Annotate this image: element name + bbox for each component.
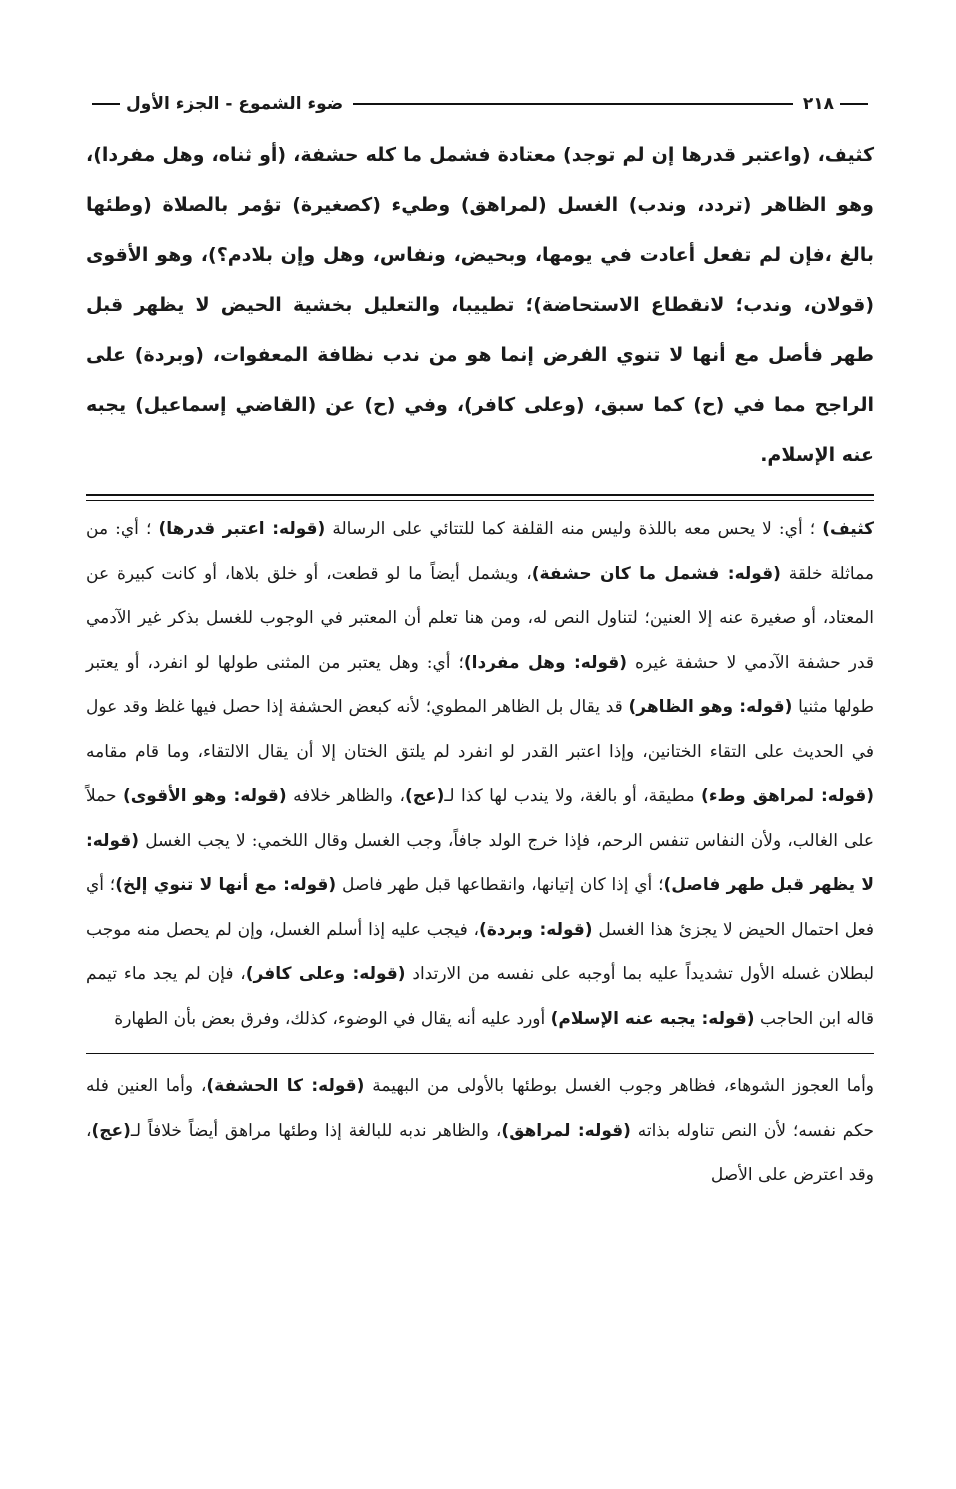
commentary-lemma: (قوله: وهل مفردا) [463, 652, 628, 673]
commentary-lemma: (قوله: اعتبر قدرها) [158, 519, 326, 539]
commentary-text: مطيقة، أو بالغة، ولا يندب لها كذا لـ [444, 786, 695, 806]
footnote-lemma: (قوله: لمراهق) [501, 1120, 631, 1141]
footnote-paragraph [86, 1064, 874, 1198]
footnote-text: ، وقد اعترض على الأصل [86, 1120, 874, 1185]
commentary-text: أورد عليه أنه يقال في الوضوء، كذلك، وفرق بعض بأن الطهارة [114, 1008, 546, 1029]
footnote-citation: (عج) [91, 1120, 131, 1141]
commentary-citation: (عج) [404, 786, 445, 806]
commentary-text: ، فيجب عليه إذا أسلم الغسل، وإن لم يحصل منه موجب لبطلان غسله الأول تشديداً عليه بما أوجبه على نفسه من الارتداد [86, 919, 875, 984]
footnote-text: ، والظاهر ندبه للبالغة إذا وطئها مراهق أيضاً خلافاً لـ [130, 1120, 502, 1141]
header-dash-left [92, 103, 120, 105]
commentary-text: قد يقال بل الظاهر المطوي؛ لأنه كبعض الحشفة إذا حصل فيها غلظ وقد عول في الحديث على التقاء الختانين، وإذا اعتبر القدر لو انفرد لم يلتق الختان إلا أن يقال الالتقاء، وما قام مقامه [86, 697, 874, 762]
main-text [86, 130, 874, 480]
commentary-text: ؛ أي: لا يحس معه باللذة وليس منه القلفة كما للتتائي على الرسالة [332, 519, 816, 539]
commentary-lemma: (قوله: وهو الظاهر) [628, 697, 793, 717]
commentary-text: ؛ أي إذا كان إتيانها، وانقطاعها قبل طهر فاصل [341, 875, 664, 895]
page [86, 86, 874, 1198]
commentary-lemma: (قوله: وهو الأقوى) [122, 786, 287, 806]
footnote-lemma: (قوله: كا الحشفة) [206, 1076, 365, 1096]
commentary-lemma: كثيف) [822, 519, 875, 539]
header-dash-right [840, 103, 868, 105]
running-title: ضوء الشموع - الجزء الأول [126, 94, 344, 114]
running-head [86, 86, 874, 122]
commentary-paragraph [86, 507, 874, 1041]
commentary-lemma: (قوله: وبردة) [479, 919, 593, 940]
commentary-lemma: (قوله: لمراهق وطء) [701, 786, 875, 806]
commentary-text: ؛ أي: من مماثلة خلقة [86, 519, 875, 584]
commentary-lemma: (قوله: يجبه عنه الإسلام) [550, 1008, 755, 1029]
commentary-text: ، ويشمل أيضاً ما لو قطعت، أو خلق بلاها، أو كانت كبيرة عن المعتاد، أو صغيرة عنه إلا العنين؛ لتناول النص له، ومن هنا تعلم أن المعتبر في الوجوب للغسل بذكر غير الآدمي قدر حشفة الآدمي لا حشفة غيره [86, 563, 874, 673]
footnote-divider [86, 1053, 874, 1054]
commentary-lemma: (قوله: مع أنها لا تنوي إلخ) [115, 875, 337, 895]
commentary-text: ، فإن لم يجد ماء تيمم قاله ابن الحاجب [86, 964, 874, 1029]
main-paragraph: كثيف، (واعتبر قدرها إن لم توجد) معتادة فشمل ما كله حشفة، (أو ثناه، وهل مفردا)، وهو الظاهر (تردد، وندب) الغسل (لمراهق) وطيء (كصغيرة) تؤمر بالصلاة (وطئها بالغ ،فإن لم تفعل أعادت في يومها، وبحيض، ونفاس، وهل وإن بلادم؟)، وهو الأقوى (قولان، وندب؛ لانقطاع الاستحاضة)؛ تطييبا، والتعليل بخشية الحيض لا يظهر قبل طهر فأصل مع أنها لا تنوي الفرض إنما هو من ندب نظافة المعفوات، (وبردة) على الراجح مما في (ح) كما سبق، (وعلى كافر)، وفي (ح) عن (القاضي إسماعيل) يجبه عنه الإسلام. [86, 144, 874, 466]
commentary-lemma: (قوله: لا يظهر قبل طهر فاصل) [86, 830, 875, 895]
page-number: ٢١٨ [802, 94, 834, 114]
commentary-text: ؛ أي فعل احتمال الحيض لا يجزئ هذا الغسل [86, 875, 874, 940]
footnote-text: وأما العجوز الشوهاء، فظاهر وجوب الغسل بوطئها بالأولى من البهيمة [372, 1076, 875, 1096]
commentary-lemma: (قوله: فشمل ما كان حشفة) [531, 563, 781, 584]
commentary [86, 507, 874, 1041]
commentary-text: ؛ أي: وهل يعتبر من المثنى طولها لو انفرد، أو يعتبر طولها مثنيا [86, 652, 875, 717]
footnote-text: ، وأما العنين فله حكم نفسه؛ لأن النص تناوله بذاته [86, 1076, 874, 1141]
commentary-lemma: (قوله: وعلى كافر) [245, 964, 406, 984]
footnote [86, 1064, 874, 1198]
commentary-text: حملاً على الغالب، ولأن النفاس تنفس الرحم، فإذا خرج الولد جافاً، وجب الغسل وقال اللخمي: لا يجب الغسل [86, 786, 874, 851]
double-divider [86, 494, 874, 501]
header-rule [353, 103, 793, 105]
commentary-text: ، والظاهر خلافه [293, 786, 405, 806]
